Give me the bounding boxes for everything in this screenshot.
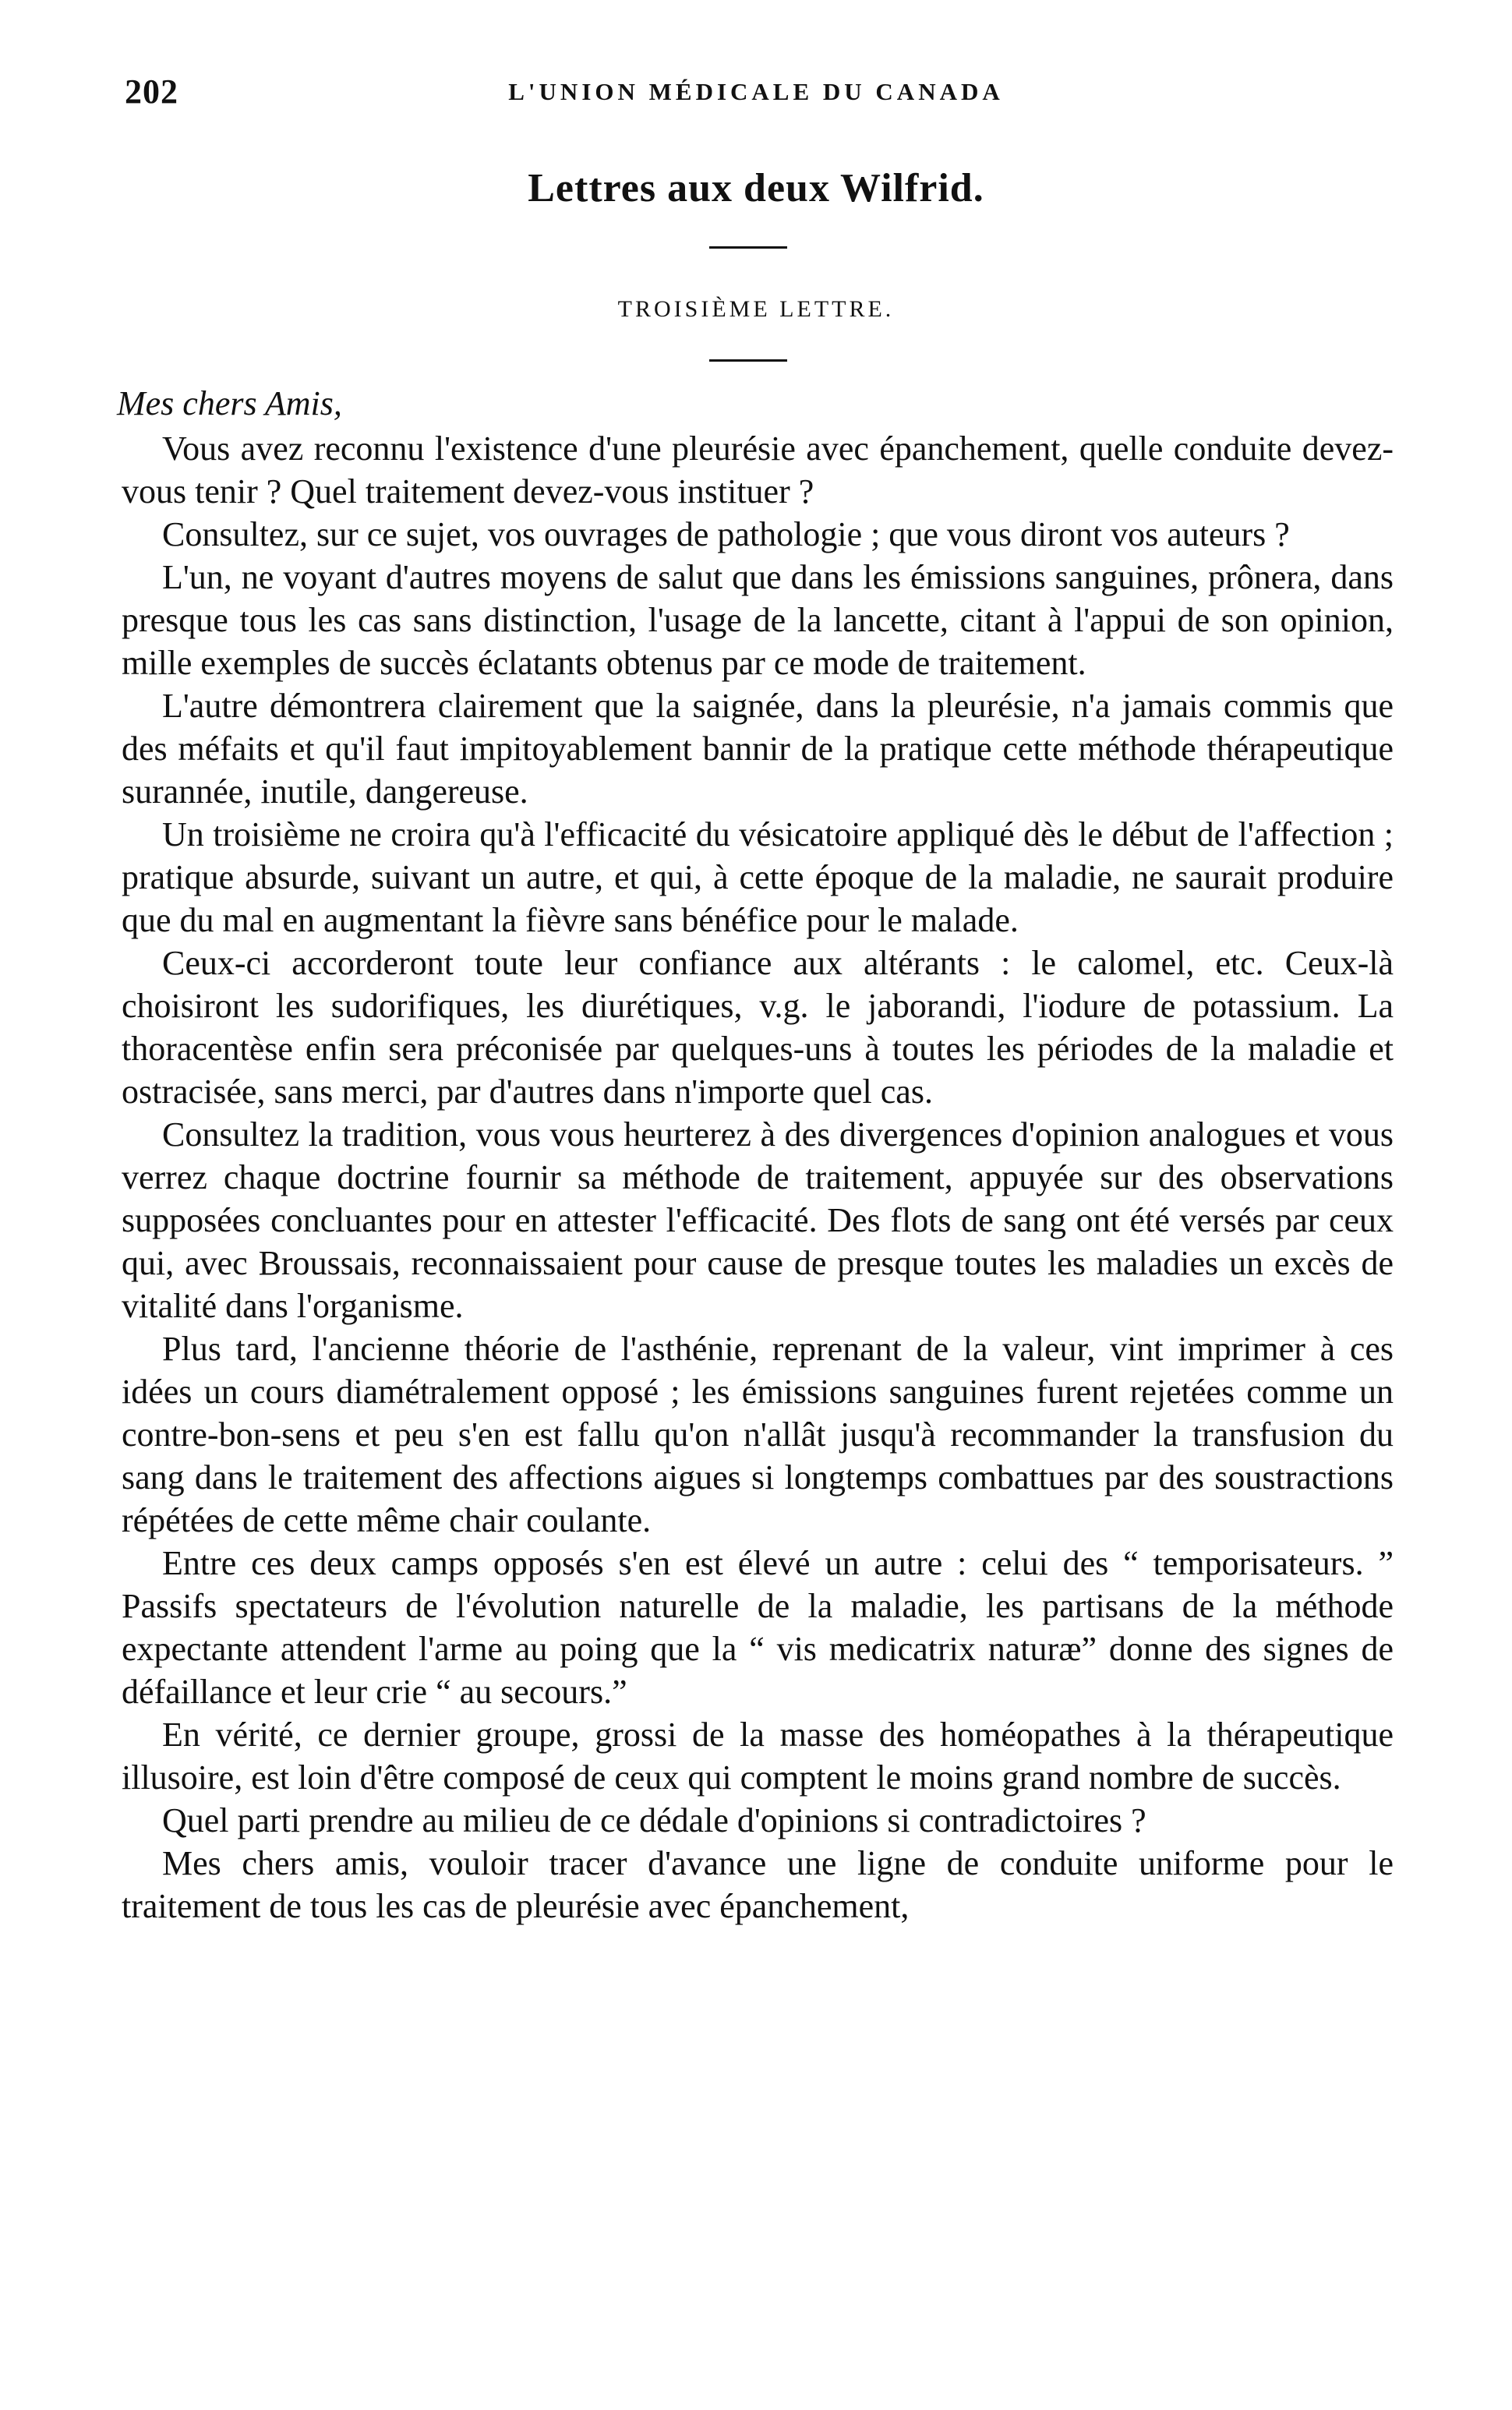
divider-rule: [709, 246, 787, 249]
paragraph: L'autre démontrera clairement que la saignée, dans la pleurésie, n'a jamais commis que des méfaits et qu'il faut impitoyablement bannir de la pratique cette méthode thérapeutique surannée, inutile, dangereuse.: [122, 687, 1394, 811]
paragraph: Un troisième ne croira qu'à l'efficacité du vésicatoire appliqué dès le début de l'affection ; pratique absurde, suivant un autre, et qui, à cette époque de la maladie, ne saurait produire que du mal en augmentant la fièvre sans bénéfice pour le malade.: [122, 815, 1394, 939]
paragraph: En vérité, ce dernier groupe, grossi de la masse des homéopathes à la thérapeutique illusoire, est loin d'être composé de ceux qui comptent le moins grand nombre de succès.: [122, 1716, 1394, 1797]
paragraph: Consultez, sur ce sujet, vos ouvrages de pathologie ; que vous diront vos auteurs ?: [162, 515, 1290, 553]
paragraph: Quel parti prendre au milieu de ce dédale d'opinions si contradictoires ?: [162, 1801, 1146, 1839]
paragraph: L'un, ne voyant d'autres moyens de salut que dans les émissions sanguines, prônera, dans presque tous les cas sans distinction, l'usage de la lancette, citant à l'appui de son opinion, mille exemples de succès éclatants obtenus par ce mode de traitement.: [122, 558, 1394, 682]
article-body: [122, 427, 1394, 1928]
journal-title: L'UNION MÉDICALE DU CANADA: [508, 78, 1004, 105]
paragraph: Vous avez reconnu l'existence d'une pleurésie avec épanchement, quelle conduite devez-vous tenir ? Quel traitement devez-vous instituer ?: [122, 429, 1394, 511]
paragraph: Mes chers amis, vouloir tracer d'avance une ligne de conduite uniforme pour le traitement de tous les cas de pleurésie avec épanchement,: [122, 1844, 1394, 1925]
divider-rule: [709, 359, 787, 362]
paragraph: Entre ces deux camps opposés s'en est élevé un autre : celui des “ temporisateurs. ” Passifs spectateurs de l'évolution naturelle de la maladie, les partisans de la méthode expectante attendent l'arme au poing que la “ vis medicatrix naturæ” donne des signes de défaillance et leur crie “ au secours.”: [122, 1544, 1394, 1711]
paragraph: Consultez la tradition, vous vous heurterez à des divergences d'opinion analogues et vous verrez chaque doctrine fournir sa méthode de traitement, appuyée sur des observations supposées concluantes pour en attester l'efficacité. Des flots de sang ont été versés par ceux qui, avec Broussais, reconnaissaient pour cause de presque toutes les maladies un excès de vitalité dans l'organisme.: [122, 1115, 1394, 1325]
paragraph: Plus tard, l'ancienne théorie de l'asthénie, reprenant de la valeur, vint imprimer à ces idées un cours diamétralement opposé ; les émissions sanguines furent rejetées comme un contre-bon-sens et peu s'en est fallu qu'on n'allât jusqu'à recommander la transfusion du sang dans le traitement des affections aigues si longtemps combattues par des soustractions répétées de cette même chair coulante.: [122, 1330, 1394, 1539]
paragraph: Ceux-ci accorderont toute leur confiance aux altérants : le calomel, etc. Ceux-là choisiront les sudorifiques, les diurétiques, v.g. le jaborandi, l'iodure de potassium. La thoracentèse enfin sera préconisée par quelques-uns à toutes les périodes de la maladie et ostracisée, sans merci, par d'autres dans n'importe quel cas.: [122, 944, 1394, 1111]
page-number: 202: [125, 72, 178, 111]
section-heading: TROISIÈME LETTRE.: [617, 296, 895, 322]
salutation: Mes chers Amis,: [117, 384, 342, 422]
running-header: [125, 72, 1387, 111]
article-title: Lettres aux deux Wilfrid.: [528, 166, 984, 210]
